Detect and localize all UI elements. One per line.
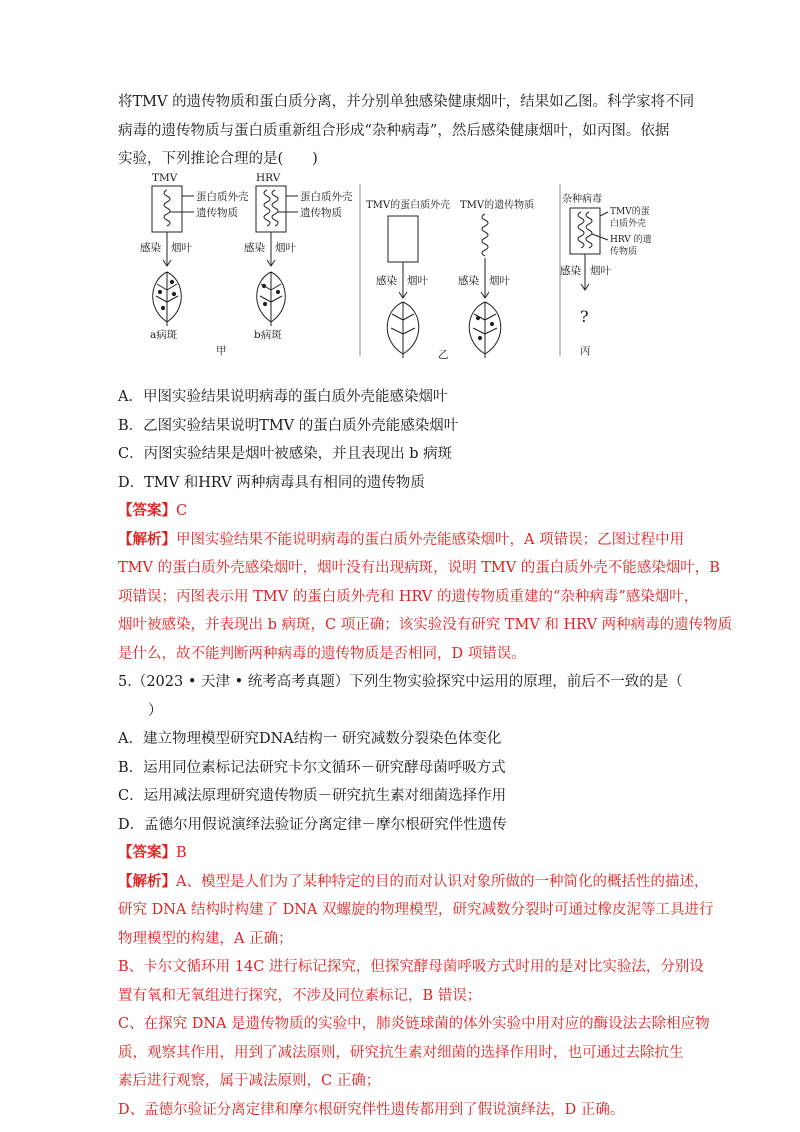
analysis-line: 项错误；丙图表示用 TMV 的蛋白质外壳和 HRV 的遗传物质重建的“杂种病毒”感染烟叶， bbox=[118, 588, 699, 605]
infect-label: 感染 bbox=[244, 242, 265, 254]
analysis-line: D、孟德尔验证分离定律和摩尔根研究伴性遗传都用到了假说演绎法，D 正确。 bbox=[118, 1101, 625, 1118]
stem-line: 实验，下列推论合理的是( ) bbox=[118, 151, 318, 167]
tmv-shell-label: TMV的蛋白质外壳 bbox=[366, 200, 451, 211]
leaf-label: 烟叶 bbox=[171, 242, 192, 254]
analysis-tag: 【解析】 bbox=[118, 530, 176, 548]
leaf-label: 烟叶 bbox=[489, 275, 510, 287]
question-5-stem: 5.（2023 • 天津 • 统考高考真题）下列生物实验探究中运用的原理，前后不一致的是（ bbox=[118, 674, 683, 690]
unknown-result-mark: ? bbox=[580, 307, 589, 326]
hrv-genetic-label-line2: 传物质 bbox=[610, 247, 638, 257]
experiment-figure bbox=[130, 168, 652, 361]
leaf-a-icon bbox=[153, 272, 182, 326]
figure-bing-caption: 丙 bbox=[580, 345, 591, 357]
option-d: D．TMV 和HRV 两种病毒具有相同的遗传物质 bbox=[118, 474, 425, 491]
option-c: C．运用减法原理研究遗传物质－研究抗生素对细菌选择作用 bbox=[118, 788, 507, 804]
analysis-text: 甲图实验结果不能说明病毒的蛋白质外壳能感染烟叶，A 项错误；乙图过程中用 bbox=[176, 531, 685, 548]
analysis-line: C、在探究 DNA 是遗传物质的实验中，肺炎链球菌的体外实验中用对应的酶设法去除相应物 bbox=[118, 1016, 710, 1032]
tmv-genetic-label: TMV的遗传物质 bbox=[460, 200, 535, 211]
analysis-line: 烟叶被感染，并表现出 b 病斑，C 项正确；该实验没有研究 TMV 和 HRV 两种病毒的遗传物质 bbox=[118, 617, 733, 633]
tmv-genetic-material-diagram bbox=[481, 214, 489, 298]
infected-leaf-icon bbox=[469, 302, 501, 358]
tmv-label: TMV bbox=[152, 172, 178, 184]
question-5 bbox=[118, 668, 683, 839]
analysis-line: 素后进行观察，属于减法原则，C 正确； bbox=[118, 1073, 381, 1089]
option-b: B．乙图实验结果说明TMV 的蛋白质外壳能感染烟叶 bbox=[118, 417, 459, 434]
stem-line: 病毒的遗传物质与蛋白质重新组合形成“杂种病毒”，然后感染健康烟叶，如丙图。依据 bbox=[118, 122, 670, 139]
answer-line bbox=[118, 839, 683, 868]
analysis-line bbox=[118, 526, 683, 555]
leaf-label: 烟叶 bbox=[590, 265, 611, 277]
hybrid-virus-diagram bbox=[570, 208, 608, 290]
tmv-virus-diagram bbox=[152, 186, 194, 266]
leaf-b-icon bbox=[257, 272, 286, 326]
question-5-stem-end: ） bbox=[148, 702, 163, 719]
leaf-label: 烟叶 bbox=[407, 275, 428, 287]
analysis-line: 置有氧和无氧组进行探究，不涉及同位素标记，B 错误； bbox=[118, 987, 482, 1004]
hybrid-virus-label: 杂种病毒 bbox=[562, 194, 602, 205]
question-4-solution bbox=[118, 497, 733, 668]
answer-line bbox=[118, 497, 683, 526]
infect-label: 感染 bbox=[140, 242, 161, 254]
hrv-genetic-label-line1: HRV 的遗 bbox=[610, 235, 652, 245]
analysis-line bbox=[118, 868, 709, 897]
answer-value: C bbox=[176, 503, 188, 519]
leaf-label: 烟叶 bbox=[275, 242, 296, 254]
answer-tag: 【答案】 bbox=[118, 844, 176, 861]
question-5-solution bbox=[118, 839, 714, 1124]
protein-shell-label: 蛋白质外壳 bbox=[196, 191, 249, 203]
answer-value: B bbox=[176, 845, 187, 861]
healthy-leaf-icon bbox=[387, 302, 419, 358]
genetic-material-label: 遗传物质 bbox=[196, 207, 238, 219]
infect-label: 感染 bbox=[376, 275, 397, 287]
option-d: D．孟德尔用假说演绎法验证分离定律－摩尔根研究伴性遗传 bbox=[118, 816, 507, 833]
hrv-virus-diagram bbox=[256, 186, 298, 266]
analysis-text: A、模型是人们为了某种特定的目的而对认识对象所做的一种简化的概括性的描述， bbox=[176, 873, 709, 890]
hrv-label: HRV bbox=[256, 172, 281, 184]
question-4-stem bbox=[118, 88, 695, 174]
analysis-tag: 【解析】 bbox=[118, 872, 176, 890]
answer-tag: 【答案】 bbox=[118, 502, 176, 519]
question-4-options bbox=[118, 383, 683, 497]
analysis-line: 物理模型的构建，A 正确； bbox=[118, 930, 293, 947]
analysis-line: 研究 DNA 结构时构建了 DNA 双螺旋的物理模型，研究减数分裂时可通过橡皮泥等工具进行 bbox=[118, 902, 714, 918]
option-b: B．运用同位素标记法研究卡尔文循环－研究酵母菌呼吸方式 bbox=[118, 759, 506, 776]
analysis-line: B、卡尔文循环用 14C 进行标记探究，但探究酵母菌呼吸方式时用的是对比实验法，分别设 bbox=[118, 959, 704, 975]
tmv-shell-label-line2: 白质外壳 bbox=[610, 219, 647, 229]
result-b-label: b病斑 bbox=[254, 329, 282, 341]
protein-shell-label: 蛋白质外壳 bbox=[300, 191, 353, 203]
result-a-label: a病斑 bbox=[150, 329, 178, 341]
stem-line: 将TMV 的遗传物质和蛋白质分离，并分别单独感染健康烟叶，结果如乙图。科学家将不同 bbox=[118, 94, 695, 110]
figure-yi-caption: 乙 bbox=[438, 349, 449, 361]
infect-label: 感染 bbox=[458, 275, 479, 287]
genetic-material-label: 遗传物质 bbox=[300, 207, 342, 219]
figure-jia-caption: 甲 bbox=[216, 345, 227, 357]
option-a: A．甲图实验结果说明病毒的蛋白质外壳能感染烟叶 bbox=[118, 389, 448, 405]
option-a: A．建立物理模型研究DNA结构一 研究减数分裂染色体变化 bbox=[118, 731, 502, 747]
analysis-line: 是什么，故不能判断两种病毒的遗传物质是否相同，D 项错误。 bbox=[118, 645, 526, 662]
option-c: C．丙图实验结果是烟叶被感染，并且表现出 b 病斑 bbox=[118, 446, 453, 462]
infect-label: 感染 bbox=[560, 265, 581, 277]
analysis-line: 质，观察其作用，用到了减法原则，研究抗生素对细菌的选择作用时，也可通过去除抗生 bbox=[118, 1044, 684, 1061]
tmv-shell-label-line1: TMV的蛋 bbox=[610, 207, 650, 217]
analysis-line: TMV 的蛋白质外壳感染烟叶，烟叶没有出现病斑，说明 TMV 的蛋白质外壳不能感染烟叶，B bbox=[118, 560, 720, 576]
